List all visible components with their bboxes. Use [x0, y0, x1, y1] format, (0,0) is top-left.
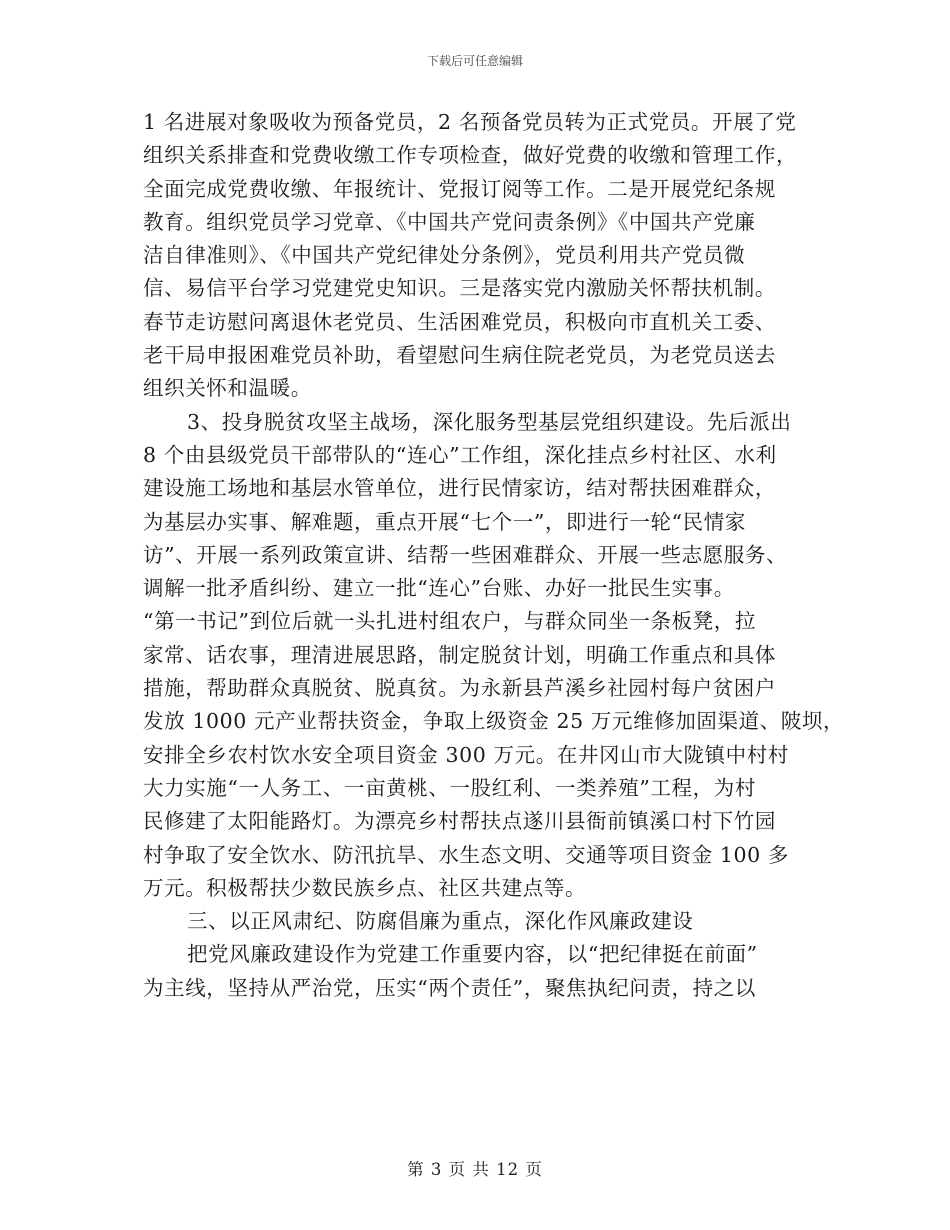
text-line: 发放 1000 元产业帮扶资金，争取上级资金 25 万元维修加固渠道、陂坝， — [143, 709, 845, 734]
text-line: 三、以正风肃纪、防腐倡廉为重点，深化作风廉政建设 — [187, 909, 694, 934]
text-line: 为主线，坚持从严治党，压实“两个责任”，聚焦执纪问责，持之以 — [143, 975, 756, 1000]
text-line: 洁自律准则》、《中国共产党纪律处分条例》，党员利用共产党员微 — [143, 243, 746, 268]
text-line: 1 名进展对象吸收为预备党员，2 名预备党员转为正式党员。开展了党 — [143, 110, 797, 134]
text-line: 8 个由县级党员干部带队的“连心”工作组，深化挂点乡村社区、水利 — [143, 442, 777, 467]
text-line: “第一书记”到位后就一头扎进村组农户，与群众同坐一条板凳，拉 — [143, 609, 756, 634]
text-line: 为基层办实事、解难题，重点开展“七个一”，即进行一轮“民情家 — [143, 509, 746, 534]
text-line: 万元。积极帮扶少数民族乡点、社区共建点等。 — [143, 875, 587, 900]
text-line: 老干局申报困难党员补助，看望慰问生病住院老党员，为老党员送去 — [143, 343, 776, 368]
text-line: 全面完成党费收缴、年报统计、党报订阅等工作。二是开展党纪条规 — [143, 176, 776, 201]
text-line: 村争取了安全饮水、防汛抗旱、水生态文明、交通等项目资金 100 多 — [143, 842, 789, 867]
text-line: 把党风廉政建设作为党建工作重要内容，以“把纪律挺在前面” — [187, 942, 758, 967]
text-line: 家常、话农事，理清进展思路，制定脱贫计划，明确工作重点和具体 — [143, 642, 776, 667]
text-line: 建设施工场地和基层水管单位，进行民情家访，结对帮扶困难群众， — [143, 476, 776, 501]
text-line: 组织关系排查和党费收缴工作专项检查，做好党费的收缴和管理工作， — [143, 143, 798, 168]
text-line: 访”、开展一系列政策宣讲、结帮一些困难群众、开展一些志愿服务、 — [143, 542, 788, 567]
text-line: 信、易信平台学习党建党史知识。三是落实党内激励关怀帮扶机制。 — [143, 276, 776, 301]
text-line: 安排全乡农村饮水安全项目资金 300 万元。在井冈山市大陇镇中村村 — [143, 742, 789, 767]
page-footer: 第 3 页 共 12 页 — [407, 1160, 543, 1179]
text-line: 措施，帮助群众真脱贫、脱真贫。为永新县芦溪乡社园村每户贫困户 — [143, 676, 776, 701]
text-line: 春节走访慰问离退休老党员、生活困难党员，积极向市直机关工委、 — [143, 309, 776, 334]
text-line: 调解一批矛盾纠纷、建立一批“连心”台账、办好一批民生实事。 — [143, 576, 735, 601]
text-line: 组织关怀和温暖。 — [143, 376, 312, 401]
text-line: 大力实施“一人务工、一亩黄桃、一股红利、一类养殖”工程，为村 — [143, 775, 756, 800]
document-body — [143, 106, 845, 1005]
text-line: 3、投身脱贫攻坚主战场，深化服务型基层党组织建设。先后派出 — [187, 409, 792, 434]
text-line: 民修建了太阳能路灯。为漂亮乡村帮扶点遂川县衙前镇溪口村下竹园 — [143, 809, 776, 834]
page-header: 下载后可任意编辑 — [426, 54, 523, 68]
text-line: 教育。组织党员学习党章、《中国共产党问责条例》《中国共产党廉 — [143, 209, 756, 234]
